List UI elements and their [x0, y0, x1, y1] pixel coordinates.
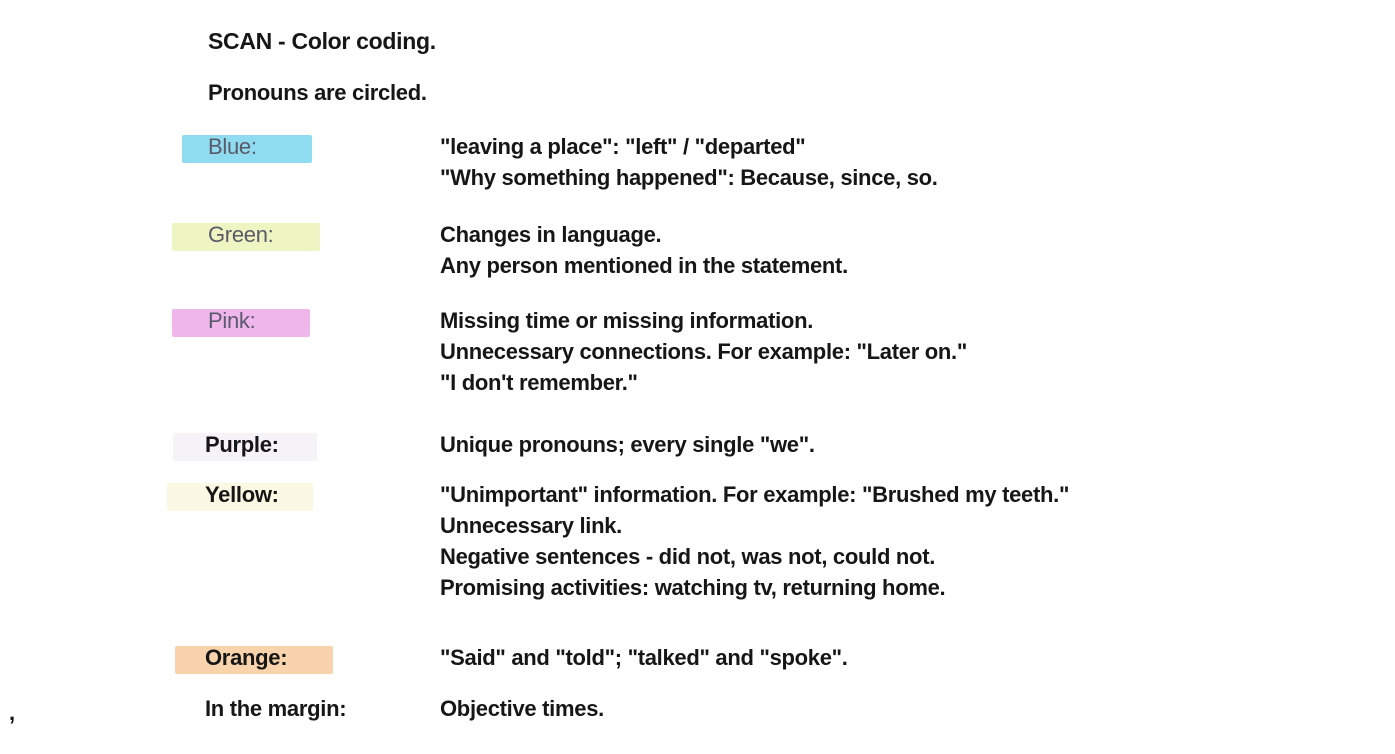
color-label-blue [208, 134, 257, 160]
description-line: Unnecessary connections. For example: "Later on." [440, 339, 967, 364]
color-description-yellow [440, 479, 1069, 603]
description-in-the-margin [440, 693, 604, 724]
label-in-the-margin [205, 696, 346, 722]
description-line: Negative sentences - did not, was not, could not. [440, 544, 936, 569]
description-line: "I don't remember." [440, 370, 638, 395]
color-description-green [440, 219, 848, 281]
description-line: "leaving a place": "left" / "departed" [440, 134, 806, 159]
description-line: Promising activities: watching tv, returning home. [440, 575, 946, 600]
color-label-text: Green: [208, 222, 274, 247]
color-description-blue [440, 131, 938, 193]
description-line: Missing time or missing information. [440, 308, 814, 333]
margin-label-text: In the margin: [205, 696, 347, 721]
color-description-purple [440, 429, 815, 460]
color-label-text: Purple: [205, 432, 279, 457]
color-label-purple [205, 432, 279, 458]
color-label-text: Yellow: [205, 482, 279, 507]
color-label-yellow [205, 482, 279, 508]
color-description-orange [440, 642, 848, 673]
description-line: Unique pronouns; every single "we". [440, 432, 815, 457]
color-description-pink [440, 305, 967, 398]
description-line: "Said" and "told"; "talked" and "spoke". [440, 645, 848, 670]
color-label-text: Pink: [208, 308, 256, 333]
description-line: Unnecessary link. [440, 513, 622, 538]
description-line: Any person mentioned in the statement. [440, 253, 848, 278]
color-label-green [208, 222, 273, 248]
description-line: Changes in language. [440, 222, 662, 247]
document-title: SCAN - Color coding. [208, 28, 436, 54]
color-label-text: Orange: [205, 645, 288, 670]
description-line: "Why something happened": Because, since, so. [440, 165, 938, 190]
stray-mark: , [9, 700, 16, 725]
color-label-pink [208, 308, 255, 334]
color-label-text: Blue: [208, 134, 257, 159]
color-label-orange [205, 645, 287, 671]
description-line: "Unimportant" information. For example: "Brushed my teeth." [440, 482, 1070, 507]
description-line: Objective times. [440, 696, 604, 721]
document-subtitle: Pronouns are circled. [208, 80, 427, 105]
